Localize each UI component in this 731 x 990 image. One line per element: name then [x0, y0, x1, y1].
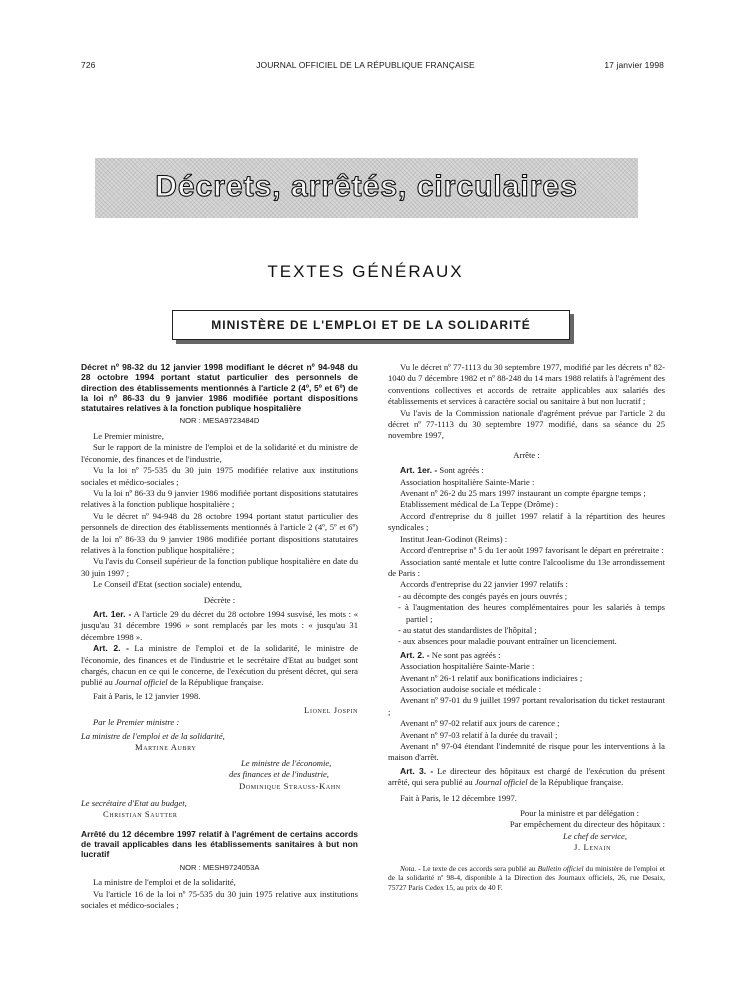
decree-para: Vu le décret nº 94-948 du 28 octobre 1994 portant statut particulier des personnels de direction des établissements mentionnés à l'article 2 (4º, 5º et 6º) de la loi nº 86-33 du 9 janvier 1986 modifiée portant dispositions statutaires relatives à la fonction publique hospitalière ; — [81, 510, 358, 555]
nota — [388, 864, 665, 893]
nota-text-end: du ministère de l'emploi et de la solidarité nº 98-4, disponible à la Direction des Journaux officiels, 26, rue Desaix, 75727 Paris Cedex 15, au prix de 40 F. — [388, 863, 665, 892]
agree-item: Accords d'entreprise du 22 janvier 1997 relatifs : — [400, 579, 568, 590]
bulletin-ref: Bulletin officiel — [537, 863, 584, 873]
article-text-end: de la République française. — [529, 777, 624, 788]
article-label: Art. 1er. - — [93, 608, 132, 619]
decree-done: Fait à Paris, le 12 janvier 1998. — [93, 690, 201, 701]
decree-para: Sur le rapport de la ministre de l'emploi et de la solidarité et du ministre de l'économie, des finances et de l'industrie, — [81, 442, 358, 464]
signature-by: Par le Premier ministre : — [93, 716, 180, 727]
journal-ref: Journal officiel — [114, 677, 168, 688]
signature-name-eco: Dominique Strauss-Kahn — [239, 780, 341, 791]
arrete-done: Fait à Paris, le 12 décembre 1997. — [400, 792, 517, 803]
agree-item: Institut Jean-Godinot (Reims) : — [400, 533, 508, 544]
banner-title: Décrets, arrêtés, circulaires — [155, 170, 578, 203]
page-number: 726 — [81, 60, 96, 70]
article-text: A l'article 29 du décret du 28 octobre 1994 susvisé, les mots : « jusqu'au 31 décembre 1996 » sont remplacés par les mots : « jusqu'au 31 décembre 1998 ». — [81, 608, 358, 642]
article-label: Art. 3. - — [400, 765, 434, 776]
signature-title-eco-2: des finances et de l'industrie, — [229, 769, 329, 780]
ministry-heading — [172, 310, 570, 340]
arrete-para: Vu l'article 16 de la loi nº 75-535 du 30 juin 1975 relative aux institutions sociales et médico-sociales ; — [81, 888, 358, 910]
non-agree-item: Avenant nº 97-02 relatif aux jours de carence ; — [400, 718, 560, 729]
article-text: Sont agréés : — [439, 465, 484, 476]
arrete-heading: Arrête : — [513, 449, 540, 460]
decree-para: Le Premier ministre, — [93, 430, 164, 441]
nota-text: Le texte de ces accords sera publié au — [422, 863, 536, 873]
article-label: Art. 2. - — [400, 649, 430, 660]
issue-date: 17 janvier 1998 — [604, 60, 664, 70]
decree-para: Vu la loi nº 86-33 du 9 janvier 1986 modifiée portant dispositions statutaires relatives à la fonction publique hospitalière ; — [81, 487, 358, 510]
article-text: La ministre de l'emploi et de la solidarité, le ministre de l'économie, des finances et de l'industrie et le secrétaire d'Etat au budget sont chargés, chacun en ce qui le concerne, de l'exécution du présent décret, qui sera publié au — [81, 643, 359, 688]
arrete-nor: NOR : MESH9724053A — [179, 862, 260, 872]
article-text: Ne sont pas agréés : — [431, 649, 501, 660]
decrete-heading: Décrète : — [203, 594, 236, 605]
arrete-title: Arrêté du 12 décembre 1997 relatif à l'agrément de certains accords de travail applicables dans les établissements sanitaires à but non lucratif — [81, 828, 358, 860]
agree-item: Association santé mentale et lutte contre l'alcoolisme du 13e arrondissement de Paris : — [388, 556, 665, 578]
article-text-end: de la République française. — [169, 677, 264, 688]
right-column — [388, 362, 665, 892]
signature-line-1: Pour la ministre et par délégation : — [520, 808, 639, 819]
arrete-article-3 — [388, 766, 665, 789]
journal-title: JOURNAL OFFICIEL DE LA RÉPUBLIQUE FRANÇAISE — [256, 60, 475, 70]
decree-nor: NOR : MESA9723484D — [179, 416, 260, 426]
article-label: Art. 1er. - — [400, 465, 438, 476]
signature-title-eco: Le ministre de l'économie, — [241, 757, 332, 768]
signature-name-budget: Christian Sautter — [103, 809, 178, 820]
non-agree-item: Association audoise sociale et médicale : — [400, 683, 542, 694]
section-title: TEXTES GÉNÉRAUX — [267, 262, 464, 281]
arrete-para: La ministre de l'emploi et de la solidarité, — [93, 877, 236, 888]
signature-pm: Lionel Jospin — [304, 705, 358, 716]
left-column — [81, 362, 358, 911]
agree-item: Accord d'entreprise nº 5 du 1er août 1997 favorisant le départ en préretraite : — [400, 545, 664, 556]
non-agree-item: Avenant nº 26-1 relatif aux bonifications indiciaires ; — [400, 672, 583, 683]
decree-article-1 — [81, 609, 358, 643]
arrete-visa: Vu l'avis de la Commission nationale d'agrément prévue par l'article 2 du décret nº 77-1113 du 30 septembre 1977 modifié, dans sa séance du 25 novembre 1997, — [388, 407, 665, 441]
arrete-visa: Vu le décret nº 77-1113 du 30 septembre 1977, modifié par les décrets nº 82-1040 du 7 décembre 1982 et nº 88-248 du 14 mars 1988 relatifs à l'agrément des conventions collectives et accords de retraite applicables aux salariés des établissements et services à caractère social ou sanitaire à but non lucratif ; — [388, 362, 665, 407]
journal-ref: Journal officiel — [474, 777, 528, 788]
ministry-name: MINISTÈRE DE L'EMPLOI ET DE LA SOLIDARITÉ — [211, 318, 531, 332]
non-agree-item: Avenant nº 97-04 étendant l'indemnité de risque pour les interventions à la maison d'arrêt. — [388, 741, 665, 763]
decree-para: Le Conseil d'Etat (section sociale) entendu, — [93, 579, 243, 590]
signature-name-emploi: Martine Aubry — [135, 742, 197, 753]
signature-name: J. Lenain — [574, 842, 611, 853]
decree-title: Décret nº 98-32 du 12 janvier 1998 modifiant le décret nº 94-948 du 28 octobre 1994 portant statut particulier des personnels de direction des établissements mentionnés à l'article 2 (4º, 5º et 6º) de la loi nº 86-33 du 9 janvier 1986 modifiée portant dispositions statutaires relatives à la fonction publique hospitalière — [81, 362, 358, 414]
arrete-article-1 — [388, 465, 665, 476]
non-agree-item: Association hospitalière Sainte-Marie : — [400, 661, 535, 672]
section-banner — [95, 158, 638, 218]
decree-para: Vu la loi nº 75-535 du 30 juin 1975 modifiée relative aux institutions sociales et médico-sociales ; — [81, 465, 358, 487]
non-agree-item: Avenant nº 97-03 relatif à la durée du travail ; — [400, 729, 558, 740]
agree-item: Accord d'entreprise du 8 juillet 1997 relatif à la répartition des heures syndicales ; — [388, 510, 665, 533]
arrete-article-2 — [388, 650, 665, 661]
list-item: - aux absences pour maladie pouvant entraîner un licenciement. — [398, 636, 617, 647]
list-item: - au décompte des congés payés en jours ouvrés ; — [398, 590, 568, 601]
agree-item: Association hospitalière Sainte-Marie : — [400, 476, 535, 487]
article-label: Art. 2. - — [93, 643, 129, 654]
signature-line-2: Par empêchement du directeur des hôpitaux : — [509, 819, 665, 830]
nota-label: Nota. - — [400, 863, 421, 873]
list-item: - à l'augmentation des heures complémentaires pour les salariés à temps partiel ; — [398, 602, 665, 624]
signature-title-budget: Le secrétaire d'Etat au budget, — [81, 798, 187, 809]
agree-item: Avenant nº 26-2 du 25 mars 1997 instaurant un compte épargne temps ; — [400, 488, 646, 499]
agree-item: Etablissement médical de La Teppe (Drôme) : — [400, 499, 559, 510]
article-text: Le directeur des hôpitaux est chargé de l'exécution du présent arrêté, qui sera publié au — [388, 765, 665, 788]
signature-title: Le chef de service, — [563, 830, 627, 841]
decree-para: Vu l'avis du Conseil supérieur de la fonction publique hospitalière en date du 30 juin 1997 ; — [81, 556, 358, 578]
non-agree-item: Avenant nº 97-01 du 9 juillet 1997 portant revalorisation du ticket restaurant ; — [388, 695, 665, 717]
decree-article-2 — [81, 643, 358, 689]
signature-title-emploi: La ministre de l'emploi et de la solidarité, — [81, 731, 225, 742]
list-item: - au statut des standardistes de l'hôpital ; — [398, 624, 537, 635]
